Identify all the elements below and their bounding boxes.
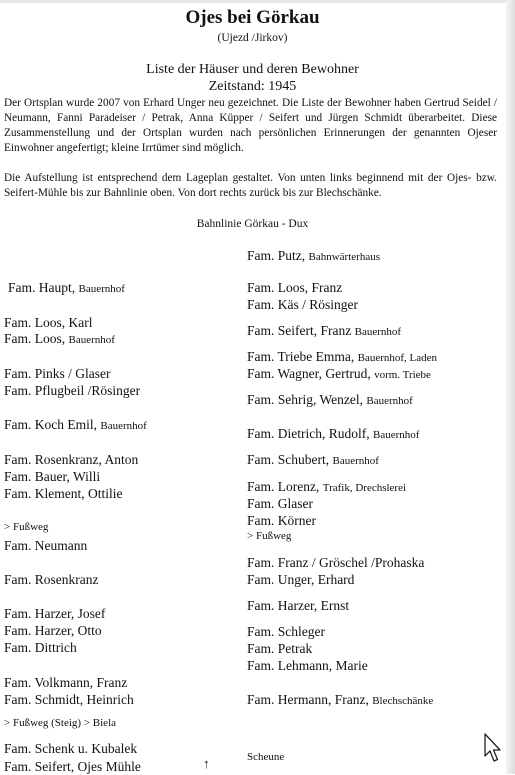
footpath-note: > Fußweg bbox=[247, 530, 292, 542]
footpath-note: > Fußweg bbox=[4, 521, 49, 533]
list-item: Fam. Harzer, Otto bbox=[4, 623, 102, 638]
list-item: Fam. Unger, Erhard bbox=[247, 572, 355, 587]
list-item: Fam. Schleger bbox=[247, 624, 325, 639]
list-item: Fam. Rosenkranz bbox=[4, 572, 99, 587]
list-item: Fam. Koch Emil, Bauernhof bbox=[4, 417, 147, 432]
list-item: Fam. Lorenz, Trafik, Drechslerei bbox=[247, 479, 407, 494]
list-item: Fam. Volkmann, Franz bbox=[4, 675, 128, 690]
list-title: Liste der Häuser und deren Bewohner bbox=[146, 62, 359, 77]
page-top-edge bbox=[0, 0, 515, 3]
list-item: Fam. Klement, Ottilie bbox=[4, 486, 123, 501]
list-item: Fam. Loos, Karl bbox=[4, 315, 93, 330]
list-item: Fam. Schubert, Bauernhof bbox=[247, 452, 379, 467]
list-item: Fam. Käs / Rösinger bbox=[247, 297, 358, 312]
list-item: Fam. Seifert, Ojes Mühle bbox=[4, 759, 141, 774]
railway-label: Bahnlinie Görkau - Dux bbox=[196, 218, 309, 230]
list-item: Fam. Harzer, Ernst bbox=[247, 598, 350, 613]
list-item: Fam. Pinks / Glaser bbox=[4, 366, 111, 381]
list-item: Fam. Pflugbeil /Rösinger bbox=[4, 383, 141, 398]
list-item: Fam. Schmidt, Heinrich bbox=[4, 692, 134, 707]
intro-paragraph: Der Ortsplan wurde 2007 von Erhard Unger neu gezeichnet. Die Liste der Bewohner haben Gertrud Seidel / Neumann, Fanni Paradeiser / Petrak, Anna Küpper / Seifert und Jürgen Schmidt überarbeitet. Diese Zusammenstellung und der Ortsplan wurden nach persönlichen Erinnerungen der genannten Ojeser Einwohner angefertigt; kleine Irrtümer sind möglich. bbox=[4, 97, 497, 154]
list-item: Fam. Sehrig, Wenzel, Bauernhof bbox=[247, 392, 413, 407]
list-item: Fam. Haupt, Bauernhof bbox=[8, 280, 125, 295]
list-item: Fam. Glaser bbox=[247, 496, 313, 511]
mouse-pointer-icon bbox=[483, 732, 503, 769]
list-item: Fam. Petrak bbox=[247, 641, 313, 656]
page-title: Ojes bei Görkau bbox=[185, 7, 320, 28]
list-item: Fam. Hermann, Franz, Blechschänke bbox=[247, 692, 434, 707]
footpath-note: > Fußweg (Steig) > Biela bbox=[4, 717, 117, 729]
list-item: Fam. Schenk u. Kubalek bbox=[4, 741, 138, 756]
list-item: Fam. Dietrich, Rudolf, Bauernhof bbox=[247, 426, 420, 441]
list-item: Fam. Harzer, Josef bbox=[4, 606, 106, 621]
list-item: Fam. Rosenkranz, Anton bbox=[4, 452, 139, 467]
list-item: Fam. Franz / Gröschel /Prohaska bbox=[247, 555, 425, 570]
list-item: Fam. Lehmann, Marie bbox=[247, 658, 368, 673]
page-subtitle: (Ujezd /Jirkov) bbox=[217, 32, 288, 44]
list-item: Fam. Loos, Bauernhof bbox=[4, 331, 115, 346]
layout-paragraph: Die Aufstellung ist entsprechend dem Lageplan gestaltet. Von unten links beginnend mit der Ojes- bzw. Seifert-Mühle bis zur Bahnlinie oben. Von dort rechts zurück bis zur Blechschänke. bbox=[4, 172, 497, 199]
up-arrow-icon: ↑ bbox=[203, 756, 210, 771]
status-date: Zeitstand: 1945 bbox=[208, 79, 297, 94]
scrollbar-track[interactable] bbox=[506, 0, 515, 774]
list-item: Fam. Putz, Bahnwärterhaus bbox=[247, 248, 380, 263]
list-item: Fam. Seifert, Franz Bauernhof bbox=[247, 323, 402, 338]
list-item: Scheune bbox=[247, 751, 285, 763]
list-item: Fam. Bauer, Willi bbox=[4, 469, 101, 484]
list-item: Fam. Wagner, Gertrud, vorm. Triebe bbox=[247, 366, 431, 381]
list-item: Fam. Dittrich bbox=[4, 640, 77, 655]
list-item: Fam. Neumann bbox=[4, 538, 88, 553]
list-item: Fam. Körner bbox=[247, 513, 316, 528]
list-item: Fam. Triebe Emma, Bauernhof, Laden bbox=[247, 349, 438, 364]
list-item: Fam. Loos, Franz bbox=[247, 280, 343, 295]
